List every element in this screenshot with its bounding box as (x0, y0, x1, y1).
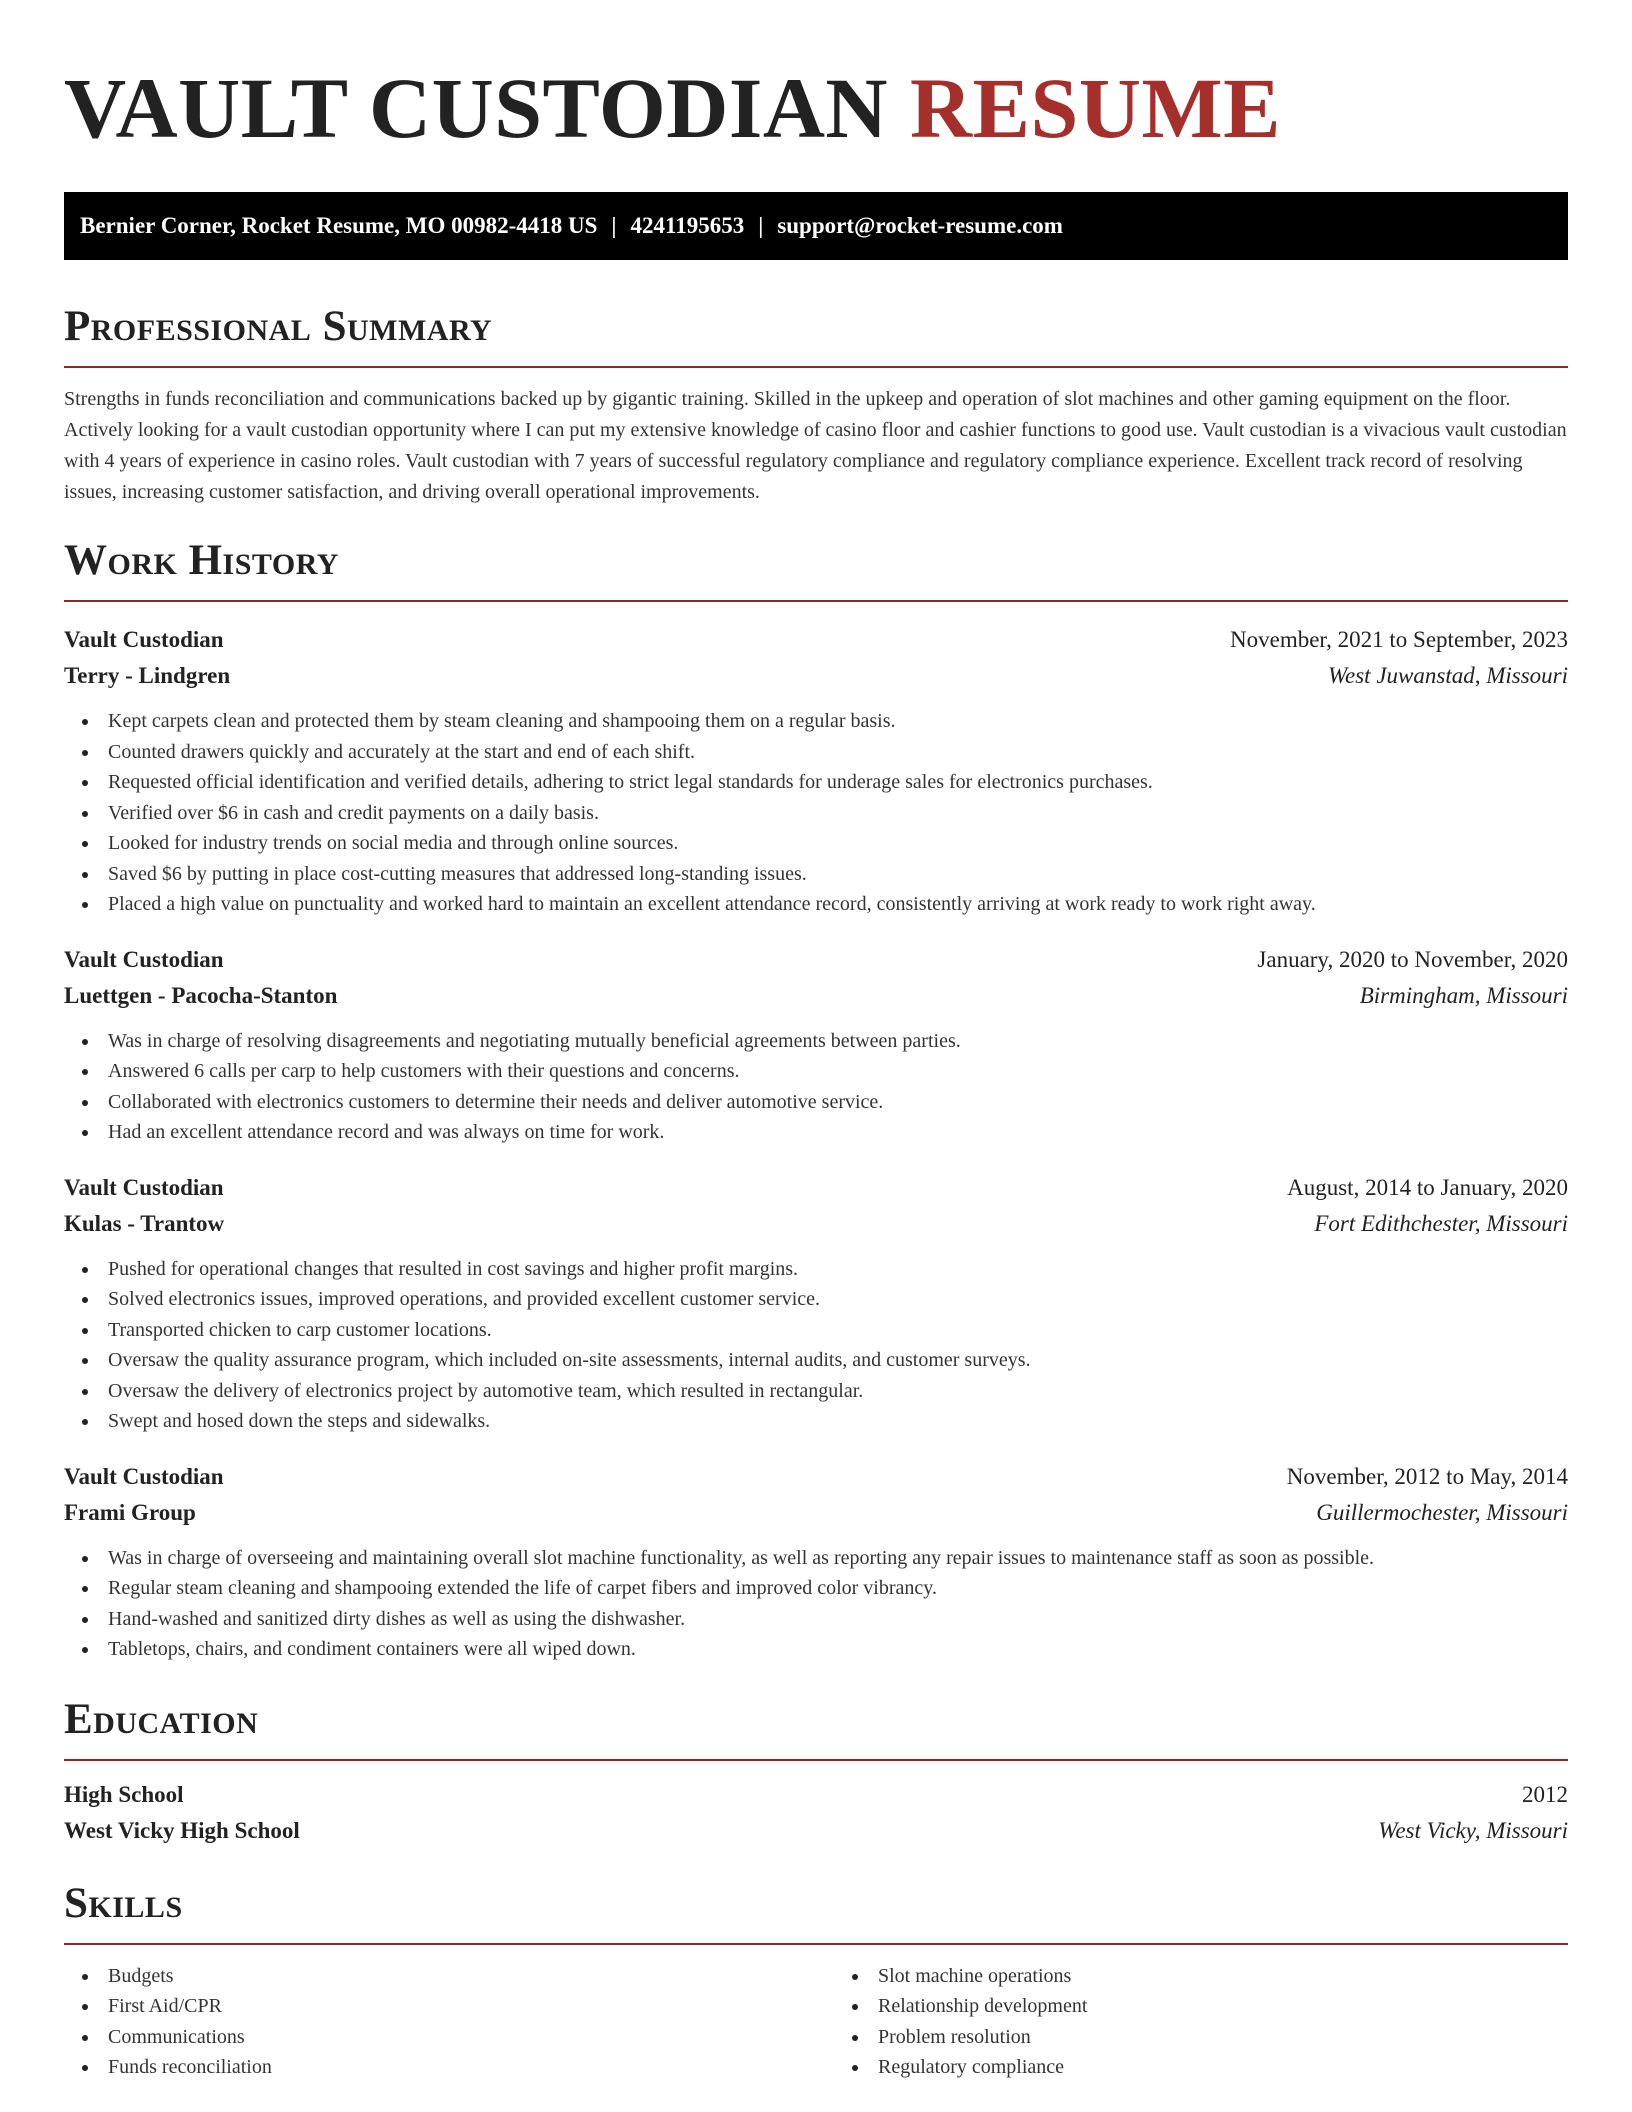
job-location: Guillermochester, Missouri (1316, 1499, 1568, 1525)
job-entry (64, 942, 1568, 1148)
job-bullet: Was in charge of overseeing and maintaining overall slot machine functionality, as well as reporting any repair issues to maintenance staff as soon as possible. (64, 1543, 1568, 1574)
skill-item: Communications (64, 2022, 796, 2053)
skill-item: Regulatory compliance (834, 2052, 1568, 2083)
education-section (64, 1695, 1568, 1849)
job-dates: January, 2020 to November, 2020 (1257, 946, 1568, 972)
job-bullet-list (64, 1254, 1568, 1437)
section-divider (64, 600, 1568, 602)
job-bullet-list (64, 706, 1568, 920)
skills-grid (64, 1961, 1568, 2083)
section-heading-work-history: Work History (64, 537, 339, 584)
education-entry (64, 1777, 1568, 1849)
section-heading-education: Education (64, 1695, 259, 1743)
job-bullet: Looked for industry trends on social media and through online sources. (64, 828, 1568, 859)
skill-item: Budgets (64, 1961, 796, 1992)
job-dates: November, 2012 to May, 2014 (1286, 1463, 1568, 1489)
job-bullet: Kept carpets clean and protected them by steam cleaning and shampooing them on a regular basis. (64, 706, 1568, 737)
summary-text: Strengths in funds reconciliation and communications backed up by gigantic training. Skilled in the upkeep and operation of slot machines and other gaming equipment on the floor. Actively looking for a vault custodian opportunity where I can put my extensive knowledge of casino floor and cashier functions to good use. Vault custodian is a vivacious vault custodian with 4 years of experience in casino roles. Vault custodian with 7 years of successful regulatory compliance and regulatory compliance experience. Excellent track record of resolving issues, increasing customer satisfaction, and driving overall operational improvements. (64, 388, 1567, 503)
skill-item: First Aid/CPR (64, 1991, 796, 2022)
job-bullet: Oversaw the quality assurance program, which included on-site assessments, internal audits, and customer surveys. (64, 1345, 1568, 1376)
job-company: Terry - Lindgren (64, 663, 231, 688)
job-bullet: Hand-washed and sanitized dirty dishes as well as using the dishwasher. (64, 1604, 1568, 1635)
job-title: Vault Custodian (64, 1174, 224, 1200)
education-year: 2012 (1522, 1781, 1568, 1807)
skills-list-right (834, 1961, 1568, 2083)
skills-column-left (64, 1961, 816, 2083)
job-bullet: Requested official identification and verified details, adhering to strict legal standards for underage sales for electronics purchases. (64, 767, 1568, 798)
contact-phone[interactable]: 4241195653 (630, 213, 745, 238)
job-bullet: Counted drawers quickly and accurately at the start and end of each shift. (64, 737, 1568, 768)
job-bullet: Solved electronics issues, improved operations, and provided excellent customer service. (64, 1284, 1568, 1315)
job-title: Vault Custodian (64, 946, 224, 972)
job-row-bottom (64, 1206, 1568, 1242)
job-company: Frami Group (64, 1499, 196, 1525)
job-dates: November, 2021 to September, 2023 (1230, 627, 1568, 652)
skill-item: Problem resolution (834, 2022, 1568, 2053)
job-entry (64, 1170, 1568, 1437)
job-bullet-list (64, 1026, 1568, 1148)
job-location: Fort Edithchester, Missouri (1314, 1210, 1568, 1236)
job-title: Vault Custodian (64, 627, 224, 652)
job-row-top (64, 622, 1568, 658)
skills-list-left (64, 1961, 796, 2083)
skill-item: Relationship development (834, 1991, 1568, 2022)
contact-bar (64, 192, 1568, 260)
summary-section (64, 302, 1568, 508)
title-main: VAULT CUSTODIAN (64, 60, 889, 156)
title-accent: RESUME (910, 60, 1281, 156)
job-dates: August, 2014 to January, 2020 (1287, 1174, 1568, 1200)
job-bullet: Placed a high value on punctuality and worked hard to maintain an excellent attendance record, consistently arriving at work ready to work right away. (64, 889, 1568, 920)
skill-item: Funds reconciliation (64, 2052, 796, 2083)
job-bullet: Pushed for operational changes that resulted in cost savings and higher profit margins. (64, 1254, 1568, 1285)
job-bullet: Regular steam cleaning and shampooing extended the life of carpet fibers and improved color vibrancy. (64, 1573, 1568, 1604)
skill-item: Slot machine operations (834, 1961, 1568, 1992)
section-heading-summary: Professional Summary (64, 303, 493, 350)
job-bullet: Had an excellent attendance record and was always on time for work. (64, 1117, 1568, 1148)
section-divider (64, 366, 1568, 368)
skills-column-right (816, 1961, 1568, 2083)
contact-separator: | (611, 213, 617, 238)
job-bullet: Tabletops, chairs, and condiment containers were all wiped down. (64, 1634, 1568, 1665)
contact-separator: | (758, 213, 764, 238)
job-bullet: Oversaw the delivery of electronics project by automotive team, which resulted in rectangular. (64, 1376, 1568, 1407)
job-bullet: Verified over $6 in cash and credit payments on a daily basis. (64, 798, 1568, 829)
job-bullet: Collaborated with electronics customers to determine their needs and deliver automotive service. (64, 1087, 1568, 1118)
job-entry (64, 1459, 1568, 1665)
job-row-bottom (64, 1495, 1568, 1531)
job-location: West Juwanstad, Missouri (1327, 663, 1568, 688)
job-row-top (64, 942, 1568, 978)
job-bullet: Swept and hosed down the steps and sidewalks. (64, 1406, 1568, 1437)
job-row-bottom (64, 658, 1568, 694)
contact-address: Bernier Corner, Rocket Resume, MO 00982-4418 US (80, 213, 598, 238)
education-row-bottom (64, 1813, 1568, 1849)
contact-email[interactable]: support@rocket-resume.com (777, 213, 1063, 238)
skills-section (64, 1879, 1568, 2083)
job-entry (64, 622, 1568, 920)
job-title: Vault Custodian (64, 1463, 224, 1489)
job-bullet: Transported chicken to carp customer locations. (64, 1315, 1568, 1346)
job-row-bottom (64, 978, 1568, 1014)
resume-title (64, 60, 1568, 156)
job-row-top (64, 1170, 1568, 1206)
work-history-section (64, 536, 1568, 1665)
job-company: Luettgen - Pacocha-Stanton (64, 982, 338, 1008)
job-row-top (64, 1459, 1568, 1495)
education-location: West Vicky, Missouri (1378, 1817, 1568, 1843)
education-row-top (64, 1777, 1568, 1813)
job-location: Birmingham, Missouri (1359, 982, 1568, 1008)
section-divider (64, 1759, 1568, 1761)
job-bullet: Answered 6 calls per carp to help customers with their questions and concerns. (64, 1056, 1568, 1087)
job-bullet: Was in charge of resolving disagreements and negotiating mutually beneficial agreements between parties. (64, 1026, 1568, 1057)
section-heading-skills: Skills (64, 1879, 183, 1927)
job-bullet-list (64, 1543, 1568, 1665)
job-list (64, 622, 1568, 1665)
job-bullet: Saved $6 by putting in place cost-cutting measures that addressed long-standing issues. (64, 859, 1568, 890)
education-degree: High School (64, 1781, 184, 1807)
job-company: Kulas - Trantow (64, 1210, 225, 1236)
education-school: West Vicky High School (64, 1817, 300, 1843)
section-divider (64, 1943, 1568, 1945)
